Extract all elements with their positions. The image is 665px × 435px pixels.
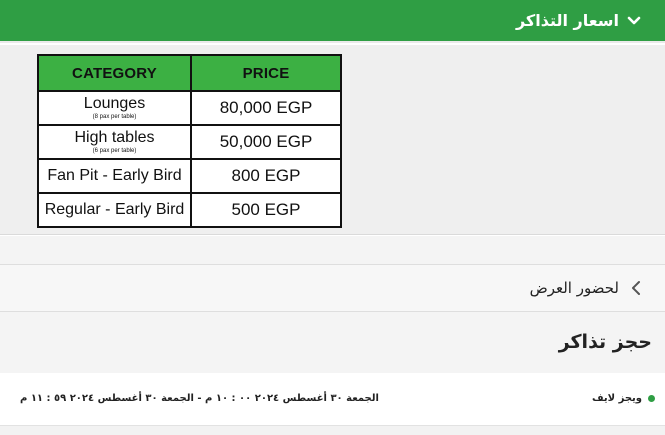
table-row [38, 125, 341, 159]
status-dot-icon [648, 395, 655, 402]
category-cell [38, 91, 191, 125]
attend-show-link[interactable] [0, 264, 665, 312]
table-row [38, 193, 341, 227]
spacer [0, 236, 665, 264]
ticket-prices-accordion-header[interactable] [0, 0, 665, 43]
category-column-header: CATEGORY [38, 55, 191, 91]
category-note: (6 pax per table) [92, 147, 137, 154]
chevron-left-icon [631, 280, 641, 296]
category-cell [38, 159, 191, 193]
ticket-prices-panel [0, 45, 665, 235]
accordion-title: اسعار التذاكر [515, 11, 619, 30]
category-cell [38, 193, 191, 227]
category-name: Lounges [83, 95, 146, 113]
price-cell: 80,000 EGP [191, 91, 341, 125]
table-row [38, 91, 341, 125]
attend-show-label: لحضور العرض [529, 279, 619, 297]
bottom-divider [0, 425, 665, 435]
event-listing[interactable] [0, 373, 665, 425]
category-cell [38, 125, 191, 159]
price-table [37, 54, 342, 228]
price-cell: 800 EGP [191, 159, 341, 193]
category-name: Fan Pit - Early Bird [47, 166, 182, 184]
category-name: Regular - Early Bird [44, 200, 185, 218]
price-cell: 500 EGP [191, 193, 341, 227]
price-column-header: PRICE [191, 55, 341, 91]
price-cell: 50,000 EGP [191, 125, 341, 159]
event-venue [592, 393, 655, 404]
event-venue-label: ويجز لايف [592, 393, 642, 404]
category-name: High tables [74, 129, 155, 147]
category-note: (8 pax per table) [92, 113, 137, 120]
price-table-header-row [38, 55, 341, 91]
chevron-down-icon [627, 16, 641, 26]
event-date-range: الجمعة ٣٠ أغسطس ٢٠٢٤ ٠٠ : ١٠ م - الجمعة ٣٠ أغسطس ٢٠٢٤ ٥٩ : ١١ م [20, 393, 379, 404]
booking-section-title: حجز تذاكر [558, 331, 652, 353]
table-row [38, 159, 341, 193]
